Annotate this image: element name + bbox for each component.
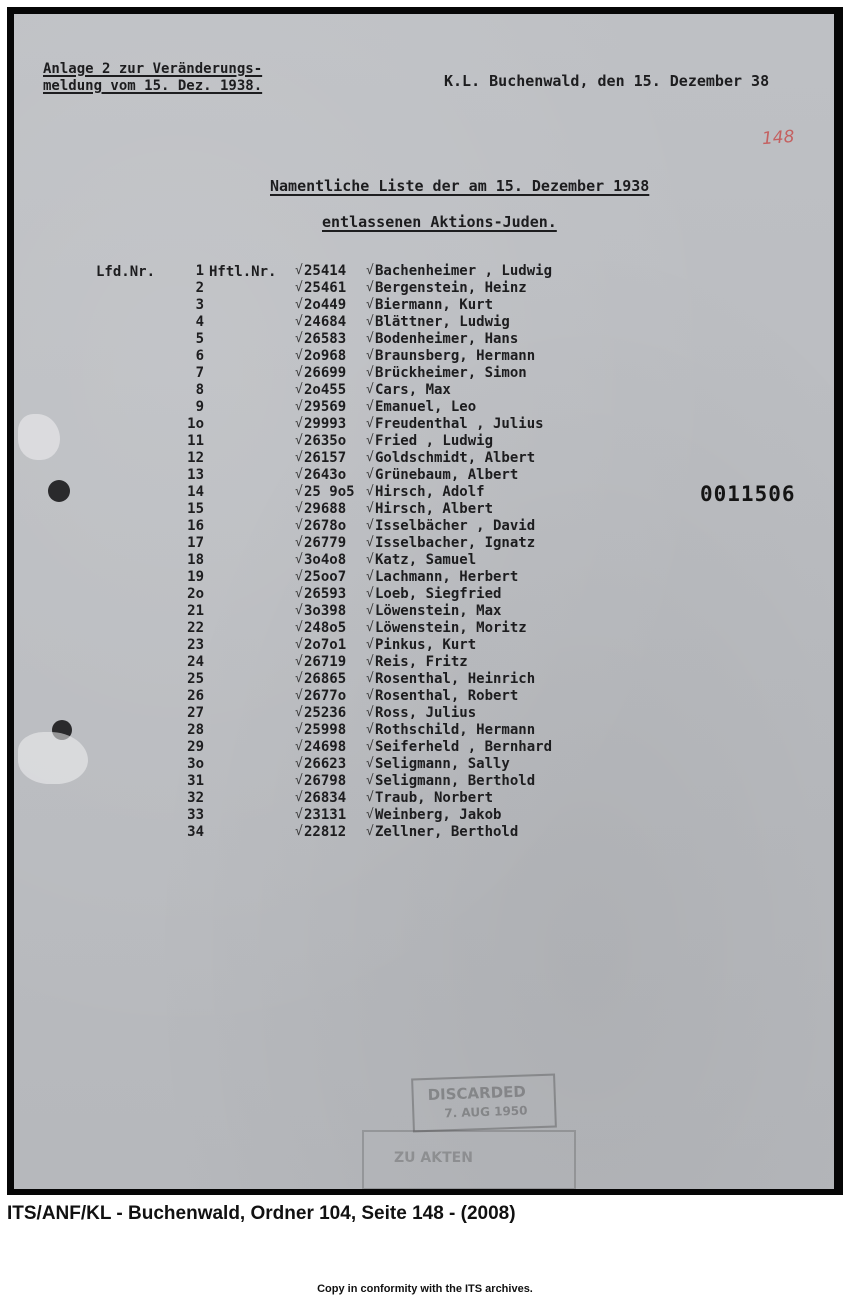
- check-mark-icon: √: [366, 739, 374, 754]
- check-mark-icon: √: [366, 569, 374, 584]
- list-item: [14, 739, 834, 756]
- list-item: [14, 807, 834, 824]
- discarded-stamp-text: DISCARDED: [427, 1082, 527, 1104]
- entry-prisoner-number: 29569: [304, 399, 347, 415]
- check-mark-icon: √: [295, 824, 303, 839]
- entry-name: Emanuel, Leo: [375, 399, 477, 415]
- check-mark-icon: √: [295, 348, 303, 363]
- entry-prisoner-number: 2o449: [304, 297, 347, 313]
- entry-prisoner-number: 25oo7: [304, 569, 347, 585]
- entry-name: Traub, Norbert: [375, 790, 494, 806]
- entry-serial-number: 2: [195, 280, 204, 296]
- check-mark-icon: √: [366, 501, 374, 516]
- check-mark-icon: √: [366, 688, 374, 703]
- entry-serial-number: 22: [187, 620, 204, 636]
- entry-prisoner-number: 2677o: [304, 688, 347, 704]
- check-mark-icon: √: [366, 280, 374, 295]
- list-item: [14, 569, 834, 586]
- check-mark-icon: √: [295, 603, 303, 618]
- list-item: [14, 722, 834, 739]
- check-mark-icon: √: [366, 773, 374, 788]
- check-mark-icon: √: [295, 807, 303, 822]
- check-mark-icon: √: [366, 603, 374, 618]
- list-item: [14, 297, 834, 314]
- entry-prisoner-number: 2643o: [304, 467, 347, 483]
- check-mark-icon: √: [295, 688, 303, 703]
- check-mark-icon: √: [295, 518, 303, 533]
- entry-serial-number: 34: [187, 824, 204, 840]
- entry-prisoner-number: 3o398: [304, 603, 347, 619]
- copy-conformity-note: Copy in conformity with the ITS archives.: [317, 1283, 533, 1295]
- entry-name: Bachenheimer , Ludwig: [375, 263, 553, 279]
- check-mark-icon: √: [366, 756, 374, 771]
- discarded-stamp: [411, 1074, 557, 1133]
- archive-number-stamp: 0011506: [700, 482, 796, 506]
- check-mark-icon: √: [366, 365, 374, 380]
- check-mark-icon: √: [295, 637, 303, 652]
- entry-serial-number: 21: [187, 603, 204, 619]
- check-mark-icon: √: [295, 263, 303, 278]
- check-mark-icon: √: [295, 484, 303, 499]
- check-mark-icon: √: [295, 569, 303, 584]
- entry-name: Goldschmidt, Albert: [375, 450, 536, 466]
- entry-prisoner-number: 22812: [304, 824, 347, 840]
- check-mark-icon: √: [366, 807, 374, 822]
- check-mark-icon: √: [366, 382, 374, 397]
- check-mark-icon: √: [295, 450, 303, 465]
- entry-serial-number: 14: [187, 484, 204, 500]
- list-item: [14, 416, 834, 433]
- entry-prisoner-number: 26719: [304, 654, 347, 670]
- list-item: [14, 620, 834, 637]
- list-item: [14, 603, 834, 620]
- entry-serial-number: 28: [187, 722, 204, 738]
- entry-serial-number: 31: [187, 773, 204, 789]
- check-mark-icon: √: [366, 671, 374, 686]
- entry-serial-number: 3o: [187, 756, 204, 772]
- entry-name: Weinberg, Jakob: [375, 807, 502, 823]
- check-mark-icon: √: [366, 705, 374, 720]
- check-mark-icon: √: [295, 535, 303, 550]
- list-item: [14, 399, 834, 416]
- check-mark-icon: √: [366, 467, 374, 482]
- list-item: [14, 314, 834, 331]
- entry-prisoner-number: 2678o: [304, 518, 347, 534]
- entry-prisoner-number: 3o4o8: [304, 552, 347, 568]
- list-item: [14, 348, 834, 365]
- entry-prisoner-number: 25998: [304, 722, 347, 738]
- entry-serial-number: 5: [195, 331, 204, 347]
- entry-prisoner-number: 26779: [304, 535, 347, 551]
- entry-prisoner-number: 29688: [304, 501, 347, 517]
- entry-prisoner-number: 26583: [304, 331, 347, 347]
- entry-serial-number: 26: [187, 688, 204, 704]
- entry-name: Bodenheimer, Hans: [375, 331, 519, 347]
- entry-name: Löwenstein, Max: [375, 603, 502, 619]
- entry-prisoner-number: 2o968: [304, 348, 347, 364]
- entry-serial-number: 9: [195, 399, 204, 415]
- check-mark-icon: √: [295, 365, 303, 380]
- entry-name: Bergenstein, Heinz: [375, 280, 527, 296]
- list-item: [14, 790, 834, 807]
- list-item: [14, 705, 834, 722]
- check-mark-icon: √: [366, 722, 374, 737]
- list-item: [14, 654, 834, 671]
- entry-serial-number: 29: [187, 739, 204, 755]
- check-mark-icon: √: [295, 671, 303, 686]
- entry-prisoner-number: 2635o: [304, 433, 347, 449]
- entry-prisoner-number: 25461: [304, 280, 347, 296]
- entry-prisoner-number: 25414: [304, 263, 347, 279]
- check-mark-icon: √: [295, 722, 303, 737]
- entry-name: Ross, Julius: [375, 705, 477, 721]
- entry-serial-number: 2o: [187, 586, 204, 602]
- list-item: [14, 365, 834, 382]
- list-item: [14, 756, 834, 773]
- entry-serial-number: 7: [195, 365, 204, 381]
- entry-name: Isselbacher, Ignatz: [375, 535, 536, 551]
- entry-serial-number: 1o: [187, 416, 204, 432]
- entry-prisoner-number: 26798: [304, 773, 347, 789]
- archive-caption: ITS/ANF/KL - Buchenwald, Ordner 104, Seite 148 - (2008): [7, 1203, 516, 1224]
- check-mark-icon: √: [295, 297, 303, 312]
- entry-name: Katz, Samuel: [375, 552, 477, 568]
- entry-prisoner-number: 24698: [304, 739, 347, 755]
- entry-name: Loeb, Siegfried: [375, 586, 502, 602]
- document-title-line-2: entlassenen Aktions-Juden.: [322, 213, 557, 231]
- check-mark-icon: √: [295, 382, 303, 397]
- entry-name: Grünebaum, Albert: [375, 467, 519, 483]
- check-mark-icon: √: [366, 586, 374, 601]
- check-mark-icon: √: [366, 824, 374, 839]
- check-mark-icon: √: [295, 654, 303, 669]
- check-mark-icon: √: [366, 637, 374, 652]
- list-item: [14, 450, 834, 467]
- list-item: [14, 518, 834, 535]
- entry-serial-number: 1: [195, 263, 204, 279]
- torn-paper-mark-top: [18, 414, 60, 460]
- list-item: [14, 263, 834, 280]
- entry-serial-number: 3: [195, 297, 204, 313]
- prisoner-list: [14, 263, 834, 841]
- entry-serial-number: 15: [187, 501, 204, 517]
- check-mark-icon: √: [366, 484, 374, 499]
- entry-name: Rosenthal, Robert: [375, 688, 519, 704]
- list-item: [14, 331, 834, 348]
- check-mark-icon: √: [295, 416, 303, 431]
- entry-serial-number: 27: [187, 705, 204, 721]
- check-mark-icon: √: [366, 399, 374, 414]
- entry-name: Rosenthal, Heinrich: [375, 671, 536, 687]
- check-mark-icon: √: [366, 518, 374, 533]
- entry-name: Zellner, Berthold: [375, 824, 519, 840]
- annex-heading-line-2: meldung vom 15. Dez. 1938.: [43, 78, 263, 94]
- entry-serial-number: 17: [187, 535, 204, 551]
- check-mark-icon: √: [295, 756, 303, 771]
- entry-name: Fried , Ludwig: [375, 433, 494, 449]
- entry-serial-number: 13: [187, 467, 204, 483]
- list-item: [14, 382, 834, 399]
- check-mark-icon: √: [366, 263, 374, 278]
- entry-serial-number: 32: [187, 790, 204, 806]
- check-mark-icon: √: [366, 654, 374, 669]
- annex-heading-line-1: Anlage 2 zur Veränderungs-: [43, 61, 263, 77]
- entry-prisoner-number: 26865: [304, 671, 347, 687]
- list-item: [14, 637, 834, 654]
- entry-serial-number: 33: [187, 807, 204, 823]
- entry-name: Isselbächer , David: [375, 518, 536, 534]
- entry-prisoner-number: 26593: [304, 586, 347, 602]
- check-mark-icon: √: [295, 773, 303, 788]
- entry-prisoner-number: 25236: [304, 705, 347, 721]
- discarded-stamp-date: 7. AUG 1950: [444, 1103, 528, 1121]
- list-item: [14, 586, 834, 603]
- place-date-line: K.L. Buchenwald, den 15. Dezember 38: [444, 72, 770, 90]
- check-mark-icon: √: [295, 433, 303, 448]
- list-item: [14, 467, 834, 484]
- check-mark-icon: √: [366, 450, 374, 465]
- check-mark-icon: √: [295, 467, 303, 482]
- entry-name: Freudenthal , Julius: [375, 416, 544, 432]
- check-mark-icon: √: [295, 705, 303, 720]
- list-item: [14, 433, 834, 450]
- entry-name: Braunsberg, Hermann: [375, 348, 536, 364]
- entry-name: Cars, Max: [375, 382, 451, 398]
- entry-prisoner-number: 248o5: [304, 620, 347, 636]
- list-item: [14, 824, 834, 841]
- entry-name: Lachmann, Herbert: [375, 569, 519, 585]
- entry-serial-number: 6: [195, 348, 204, 364]
- check-mark-icon: √: [366, 620, 374, 635]
- check-mark-icon: √: [295, 399, 303, 414]
- check-mark-icon: √: [295, 331, 303, 346]
- entry-name: Hirsch, Adolf: [375, 484, 485, 500]
- document-title-line-1: Namentliche Liste der am 15. Dezember 1938: [270, 177, 650, 195]
- check-mark-icon: √: [366, 790, 374, 805]
- punch-hole-top: [48, 480, 70, 502]
- check-mark-icon: √: [366, 331, 374, 346]
- received-stamp-text: ZU AKTEN: [394, 1150, 473, 1166]
- entry-serial-number: 19: [187, 569, 204, 585]
- entry-prisoner-number: 26157: [304, 450, 347, 466]
- entry-serial-number: 4: [195, 314, 204, 330]
- check-mark-icon: √: [295, 790, 303, 805]
- entry-name: Blättner, Ludwig: [375, 314, 510, 330]
- check-mark-icon: √: [366, 552, 374, 567]
- check-mark-icon: √: [295, 552, 303, 567]
- list-item: [14, 280, 834, 297]
- entry-serial-number: 24: [187, 654, 204, 670]
- entry-serial-number: 25: [187, 671, 204, 687]
- entry-name: Seligmann, Berthold: [375, 773, 536, 789]
- entry-serial-number: 12: [187, 450, 204, 466]
- entry-prisoner-number: 26623: [304, 756, 347, 772]
- check-mark-icon: √: [295, 586, 303, 601]
- entry-prisoner-number: 26699: [304, 365, 347, 381]
- entry-serial-number: 11: [187, 433, 204, 449]
- received-stamp: [362, 1130, 576, 1189]
- entry-prisoner-number: 26834: [304, 790, 347, 806]
- list-item: [14, 484, 834, 501]
- entry-prisoner-number: 24684: [304, 314, 347, 330]
- entry-serial-number: 16: [187, 518, 204, 534]
- check-mark-icon: √: [295, 280, 303, 295]
- entry-name: Löwenstein, Moritz: [375, 620, 527, 636]
- list-item: [14, 671, 834, 688]
- check-mark-icon: √: [295, 739, 303, 754]
- entry-name: Seiferheld , Bernhard: [375, 739, 553, 755]
- entry-prisoner-number: 29993: [304, 416, 347, 432]
- entry-prisoner-number: 2o7o1: [304, 637, 347, 653]
- check-mark-icon: √: [366, 535, 374, 550]
- check-mark-icon: √: [295, 314, 303, 329]
- check-mark-icon: √: [295, 501, 303, 516]
- prisoner-number-column-label: Hftl.Nr.: [209, 264, 277, 280]
- entry-serial-number: 23: [187, 637, 204, 653]
- entry-name: Rothschild, Hermann: [375, 722, 536, 738]
- document-paper: [14, 14, 834, 1189]
- check-mark-icon: √: [366, 416, 374, 431]
- list-item: [14, 501, 834, 518]
- entry-prisoner-number: 2o455: [304, 382, 347, 398]
- entry-name: Reis, Fritz: [375, 654, 468, 670]
- entry-name: Pinkus, Kurt: [375, 637, 477, 653]
- check-mark-icon: √: [366, 433, 374, 448]
- check-mark-icon: √: [366, 314, 374, 329]
- check-mark-icon: √: [366, 297, 374, 312]
- entry-serial-number: 18: [187, 552, 204, 568]
- handwritten-page-number: 148: [761, 126, 796, 150]
- check-mark-icon: √: [295, 620, 303, 635]
- serial-number-column-label: Lfd.Nr.: [96, 264, 156, 280]
- entry-name: Seligmann, Sally: [375, 756, 510, 772]
- entry-serial-number: 8: [195, 382, 204, 398]
- list-item: [14, 688, 834, 705]
- check-mark-icon: √: [366, 348, 374, 363]
- entry-prisoner-number: 23131: [304, 807, 347, 823]
- entry-prisoner-number: 25 9o5: [304, 484, 355, 500]
- entry-name: Brückheimer, Simon: [375, 365, 527, 381]
- entry-name: Biermann, Kurt: [375, 297, 494, 313]
- entry-name: Hirsch, Albert: [375, 501, 494, 517]
- list-item: [14, 552, 834, 569]
- list-item: [14, 535, 834, 552]
- list-item: [14, 773, 834, 790]
